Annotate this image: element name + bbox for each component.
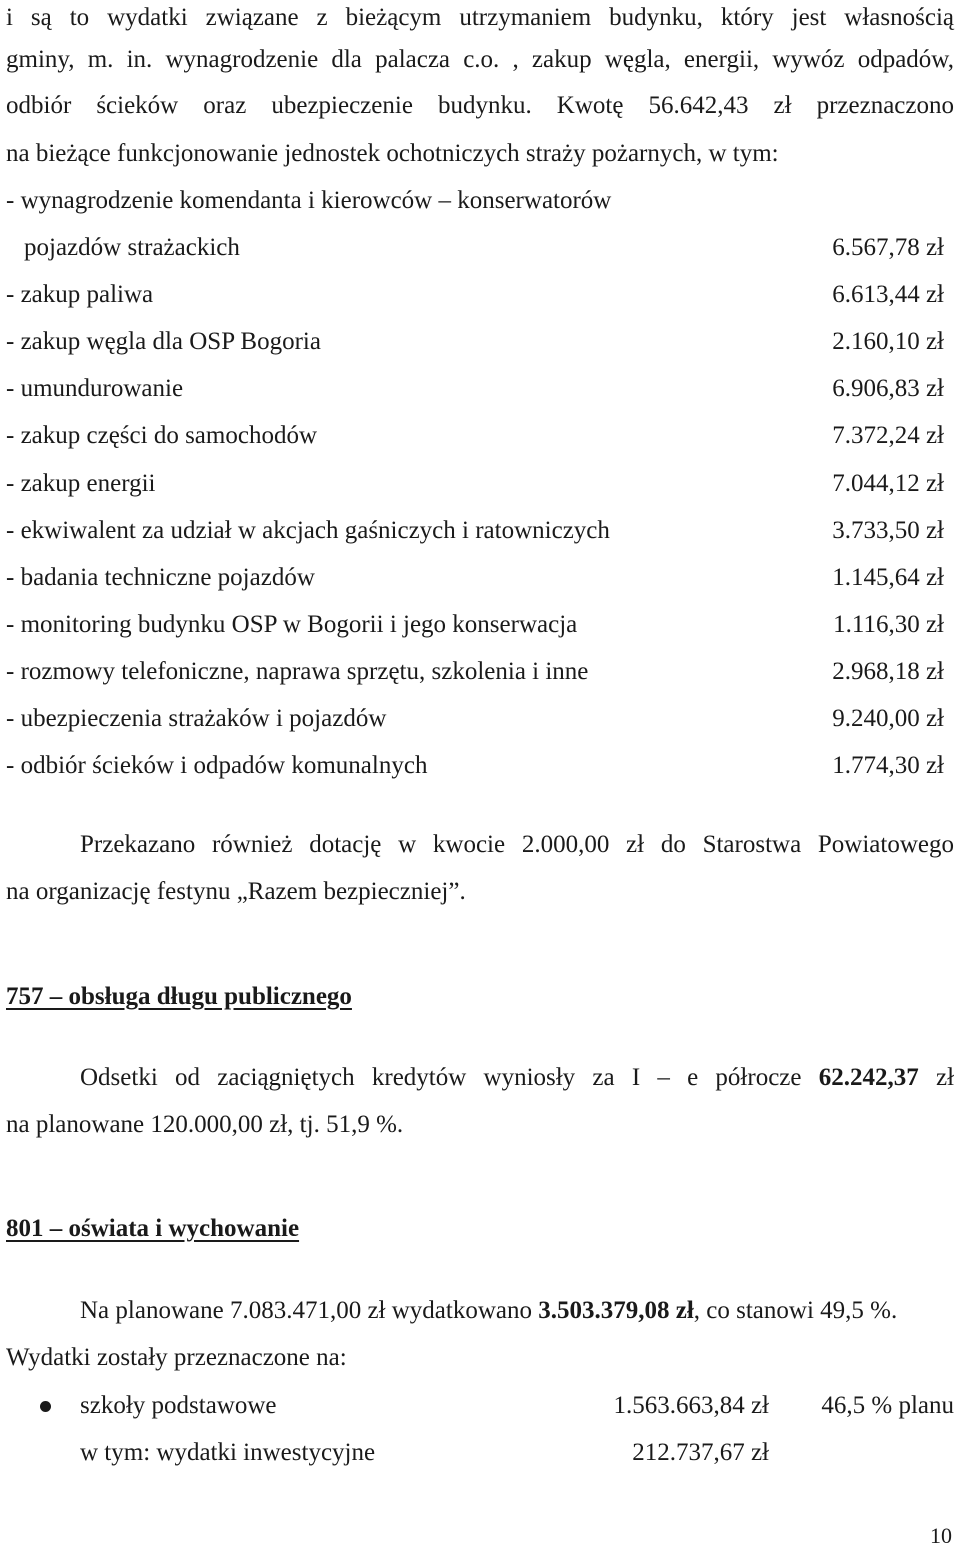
expense-amount: 9.240,00 zł xyxy=(832,705,944,732)
expense-amount: 1.145,64 zł xyxy=(832,564,944,591)
interest-unit: zł xyxy=(935,1064,955,1091)
expense-amount: 7.044,12 zł xyxy=(832,470,944,497)
expense-label: - badania techniczne pojazdów xyxy=(6,564,315,591)
expense-label: - umundurowanie xyxy=(6,375,184,402)
percent-text: , co stanowi 49,5 %. xyxy=(693,1297,898,1324)
bullet-label: szkoły podstawowe xyxy=(80,1392,277,1419)
expense-label: - monitoring budynku OSP w Bogorii i jego konserwacja xyxy=(6,611,578,638)
planned-text: Na planowane 7.083.471,00 zł wydatkowano xyxy=(80,1297,532,1324)
subsidy-line-2: na organizację festynu „Razem bezpieczniej”. xyxy=(6,878,466,905)
expense-label: pojazdów strażackich xyxy=(24,234,240,261)
bullet-amount: 1.563.663,84 zł xyxy=(613,1392,769,1419)
bullet-dot xyxy=(40,1401,51,1412)
expense-amount: 6.567,78 zł xyxy=(832,234,944,261)
intro-line-5: - wynagrodzenie komendanta i kierowców – konserwatorów xyxy=(6,187,612,214)
section-801-line-2: Wydatki zostały przeznaczone na: xyxy=(6,1344,347,1371)
section-757-heading: 757 – obsługa długu publicznego xyxy=(6,983,352,1010)
expense-amount: 2.160,10 zł xyxy=(832,328,944,355)
spent-amount: 3.503.379,08 zł xyxy=(538,1297,694,1324)
sub-label: w tym: wydatki inwestycyjne xyxy=(80,1439,376,1466)
subsidy-line-1: Przekazano również dotację w kwocie 2.000,00 zł do Starostwa Powiatowego xyxy=(80,831,954,858)
interest-text: Odsetki od zaciągniętych kredytów wyniosły za I – e półrocze xyxy=(80,1064,802,1091)
intro-line-4: na bieżące funkcjonowanie jednostek ochotniczych straży pożarnych, w tym: xyxy=(6,140,779,167)
expense-amount: 1.116,30 zł xyxy=(833,611,944,638)
sub-amount: 212.737,67 zł xyxy=(632,1439,769,1466)
expense-label: - zakup energii xyxy=(6,470,156,497)
expense-label: - rozmowy telefoniczne, naprawa sprzętu, szkolenia i inne xyxy=(6,658,589,685)
section-757-line-2: na planowane 120.000,00 zł, tj. 51,9 %. xyxy=(6,1111,404,1138)
expense-label: - zakup paliwa xyxy=(6,281,154,308)
interest-amount: 62.242,37 xyxy=(818,1064,919,1091)
intro-line-1: i są to wydatki związane z bieżącym utrzymaniem budynku, który jest własnością xyxy=(6,4,954,31)
expense-amount: 1.774,30 zł xyxy=(832,752,944,779)
bullet-percent: 46,5 % planu xyxy=(821,1392,954,1419)
section-801-line-1 xyxy=(80,1296,897,1326)
expense-label: - ubezpieczenia strażaków i pojazdów xyxy=(6,705,387,732)
expense-label: - zakup węgla dla OSP Bogoria xyxy=(6,328,321,355)
expense-amount: 3.733,50 zł xyxy=(832,517,944,544)
expense-amount: 7.372,24 zł xyxy=(832,422,944,449)
intro-line-2: gminy, m. in. wynagrodzenie dla palacza c.o. , zakup węgla, energii, wywóz odpadów, xyxy=(6,46,954,73)
expense-amount: 6.906,83 zł xyxy=(832,375,944,402)
expense-label: - odbiór ścieków i odpadów komunalnych xyxy=(6,752,428,779)
expense-amount: 2.968,18 zł xyxy=(832,658,944,685)
page-number: 10 xyxy=(930,1523,952,1548)
expense-label: - ekwiwalent za udział w akcjach gaśniczych i ratowniczych xyxy=(6,517,610,544)
expense-amount: 6.613,44 zł xyxy=(832,281,944,308)
expense-label: - zakup części do samochodów xyxy=(6,422,317,449)
section-757-line-1 xyxy=(80,1063,954,1093)
intro-line-3: odbiór ścieków oraz ubezpieczenie budynku. Kwotę 56.642,43 zł przeznaczono xyxy=(6,92,954,119)
section-801-heading: 801 – oświata i wychowanie xyxy=(6,1215,300,1242)
